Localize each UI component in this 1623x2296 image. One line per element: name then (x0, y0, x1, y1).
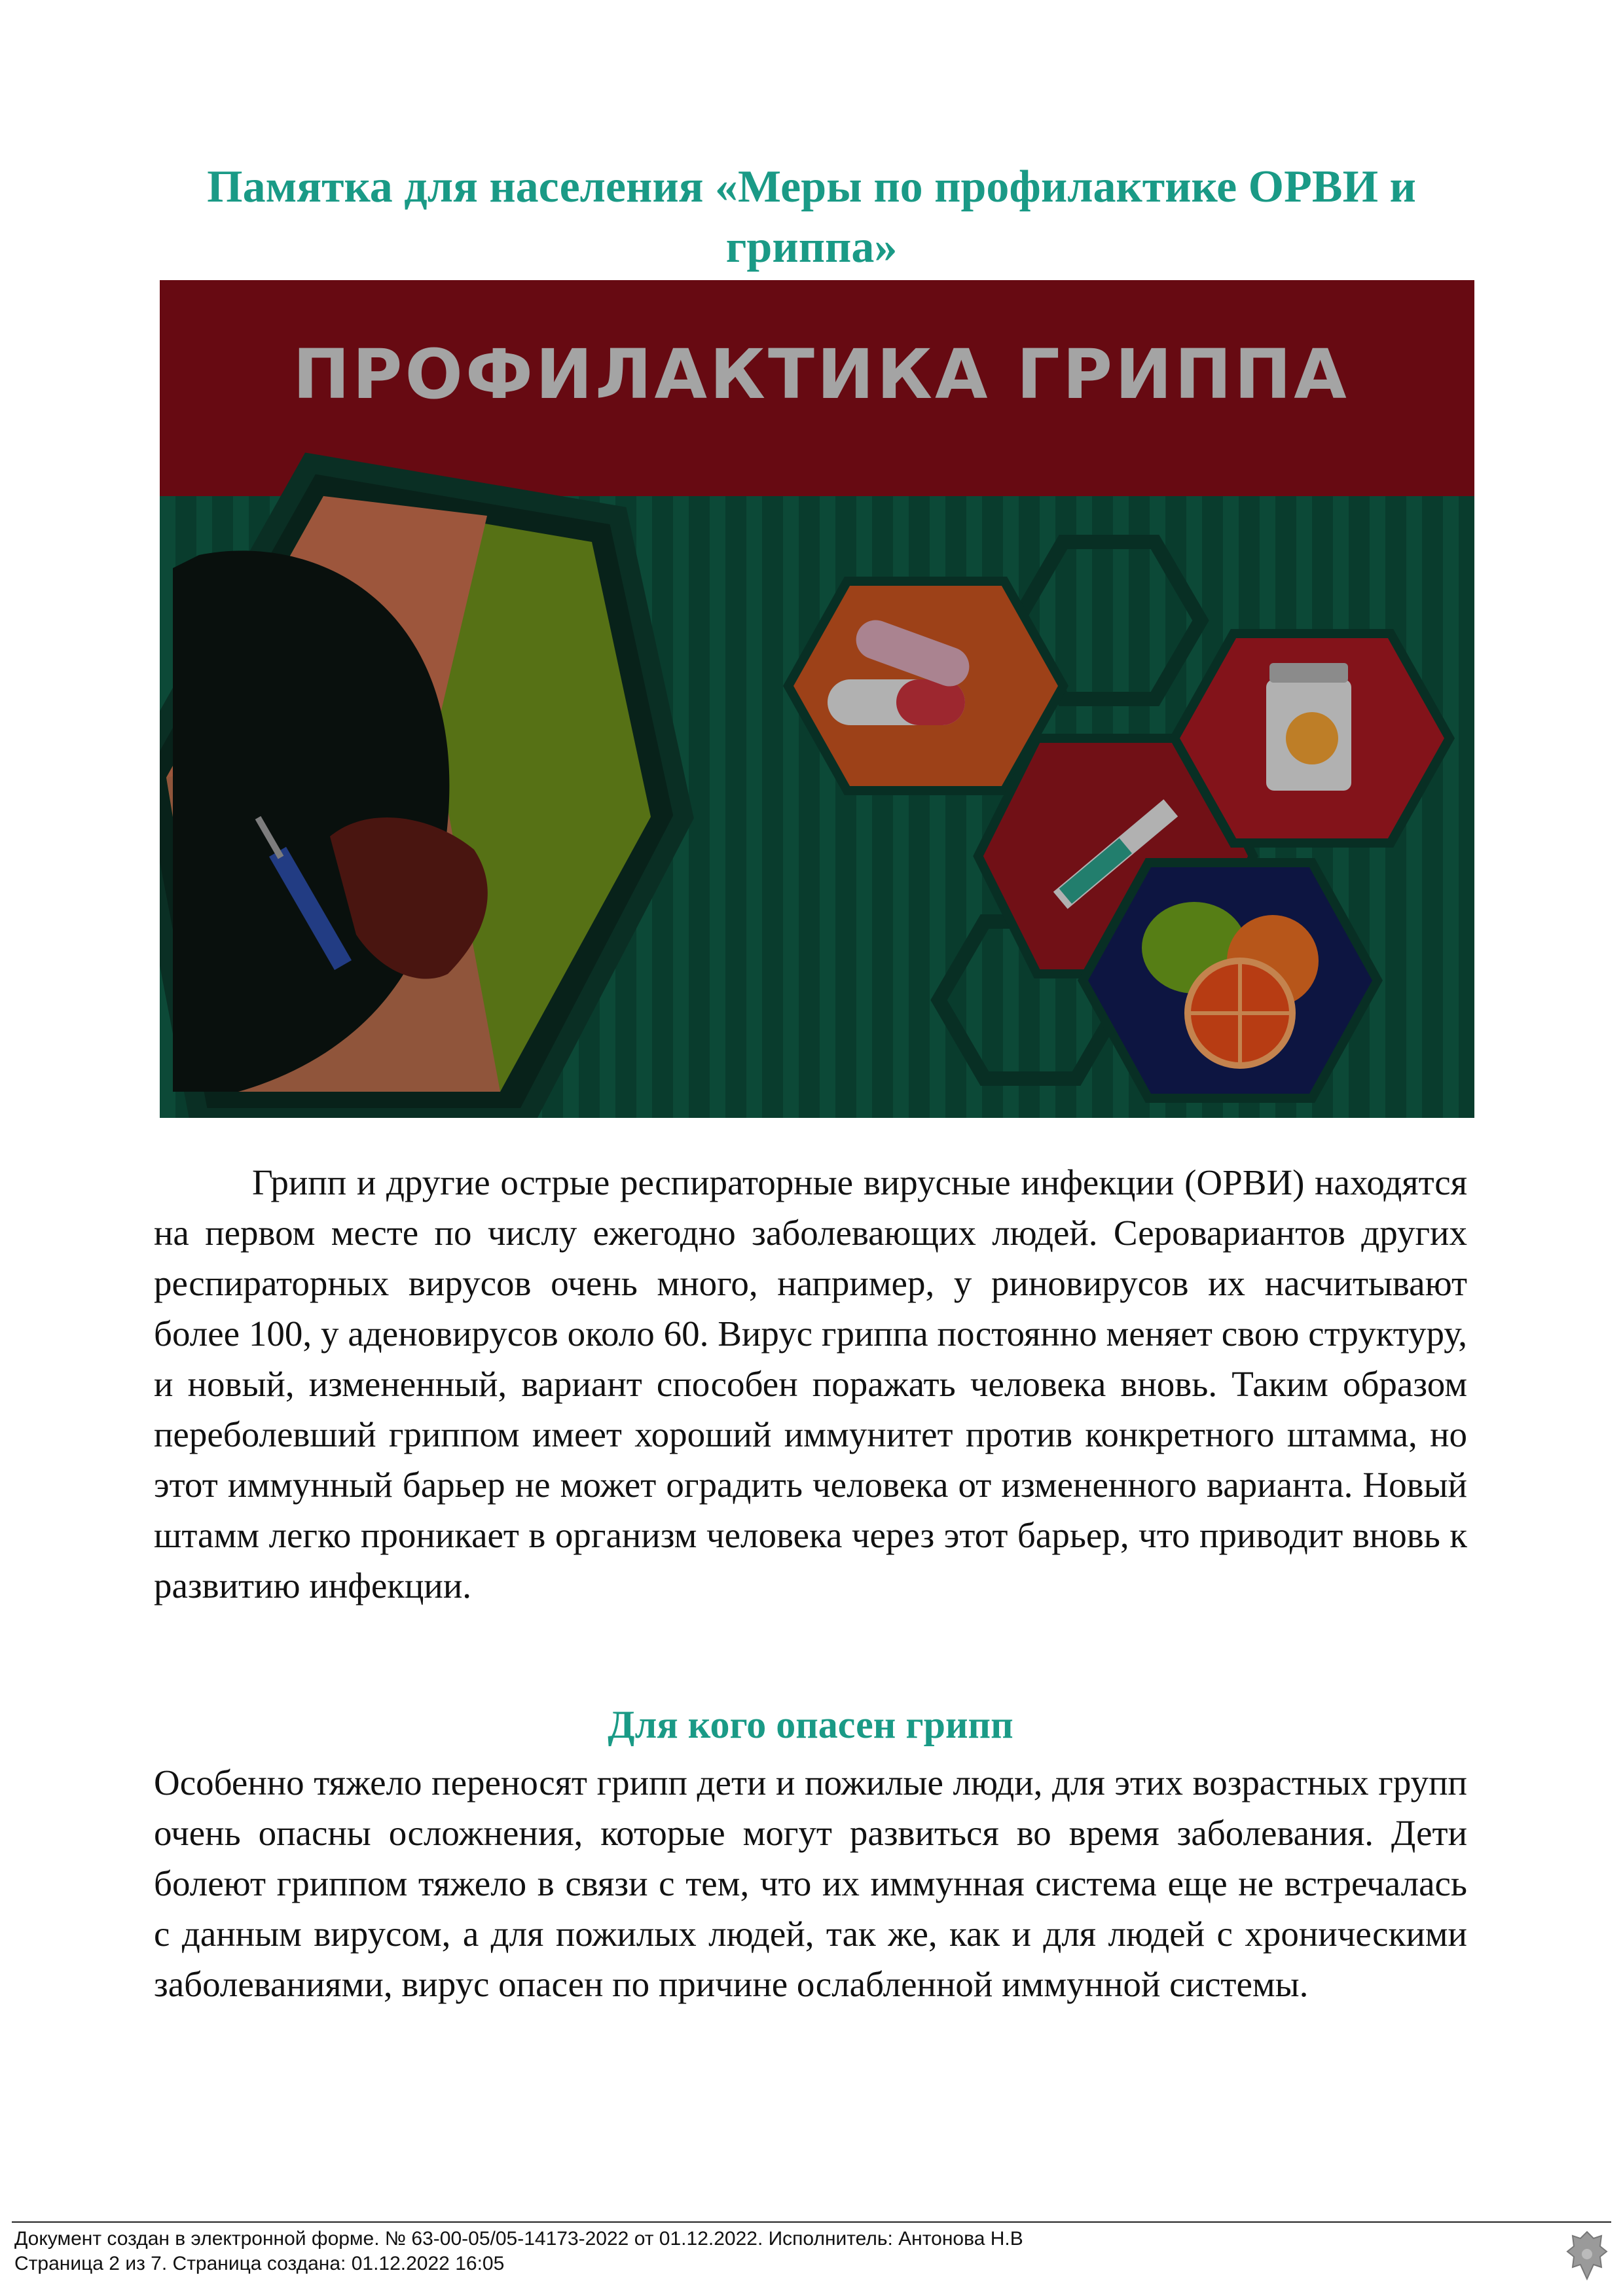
intro-paragraph-text: Грипп и другие острые респираторные вирусные инфекции (ОРВИ) находятся на первом месте по числу ежегодно заболевающих людей. Серовариантов других респираторных вирусов очень много, например, у риновирусов их насчитывают более 100, у аденовирусов около 60. Вирус гриппа постоянно меняет свою структуру, и новый, измененный, вариант способен поражать человека вновь. Таким образом переболевший гриппом имеет хороший иммунитет против конкретного штамма, но этот иммунный барьер не может оградить человека от измененного варианта. Новый штамм легко проникает в организм человека через этот барьер, что приводит вновь к развитию инфекции. (154, 1162, 1467, 1605)
coat-of-arms-icon (1563, 2227, 1611, 2286)
intro-paragraph (154, 1157, 1467, 1611)
page-title: Памятка для населения «Меры по профилактике ОРВИ и гриппа» (207, 162, 1416, 272)
section-title: Для кого опасен грипп (608, 1703, 1013, 1746)
footer-document-info: Документ создан в электронной форме. № 63-00-05/05-14173-2022 от 01.12.2022. Исполнитель: Антонова Н.В (14, 2228, 1023, 2250)
footer-divider (12, 2221, 1611, 2223)
footer-page-info: Страница 2 из 7. Страница создана: 01.12.2022 16:05 (14, 2253, 505, 2274)
flu-prevention-banner (160, 280, 1474, 1118)
risk-groups-paragraph-text: Особенно тяжело переносят грипп дети и пожилые люди, для этих возрастных групп очень опасны осложнения, которые могут развиться во время заболевания. Дети болеют гриппом тяжело в связи с тем, что их иммунная система еще не встречалась с данным вирусом, а для пожилых людей, так же, как и для людей с хроническими заболеваниями, вирус опасен по причине ослабленной иммунной системы. (154, 1763, 1467, 2004)
footer (14, 2227, 1520, 2276)
banner-illustration (160, 280, 1474, 1118)
banner-heading: ПРОФИЛАКТИКА ГРИППА (293, 334, 1349, 414)
risk-groups-paragraph (154, 1757, 1467, 2009)
